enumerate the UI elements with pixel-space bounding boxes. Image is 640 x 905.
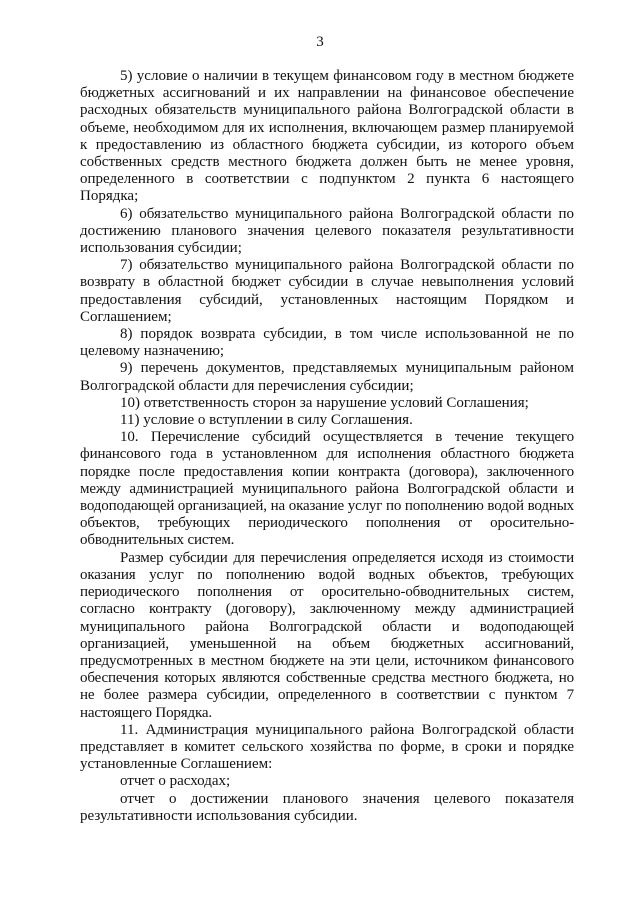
- paragraph-condition-6: 6) обязательство муниципального района Волгоградской области по достижению планового значения целевого показателя результативности использования субсидии;: [80, 205, 574, 257]
- document-body: [80, 68, 574, 825]
- page-number: 3: [316, 34, 324, 50]
- paragraph-section-11: 11. Администрация муниципального района Волгоградской области представляет в комитет сельского хозяйства по форме, в сроки и порядке установленные Соглашением:: [80, 721, 574, 773]
- paragraph-condition-9: 9) перечень документов, представляемых муниципальным районом Волгоградской области для перечисления субсидии;: [80, 360, 574, 394]
- paragraph-subsidy-size: Размер субсидии для перечисления определяется исходя из стоимости оказания услуг по пополнению водой водных объектов, требующих периодического пополнения от оросительно-обводнительных систем, согласно контракту (договору), заключенному между администрацией муниципального района Волгоградской области и водоподающей организацией, уменьшенной на объем бюджетных ассигнований, предусмотренных в местном бюджете на эти цели, источником финансового обеспечения которых являются собственные средства местного бюджета, но не более размера субсидии, определенного в соответствии с пунктом 7 настоящего Порядка.: [80, 549, 574, 721]
- paragraph-condition-10: 10) ответственность сторон за нарушение условий Соглашения;: [120, 394, 529, 411]
- paragraph-expense-report: отчет о расходах;: [120, 773, 231, 790]
- paragraph-section-10: 10. Перечисление субсидий осуществляется в течение текущего финансового года в установленном для исполнения областного бюджета порядке после предоставления копии контракта (договора), заключенного между администрацией муниципального района Волгоградской области и водоподающей организацией, на оказание услуг по пополнению водой водных объектов, требующих периодического пополнения от оросительно-обводнительных систем.: [80, 429, 574, 549]
- paragraph-condition-8: 8) порядок возврата субсидии, в том числе использованной не по целевому назначению;: [80, 326, 574, 360]
- paragraph-condition-5: 5) условие о наличии в текущем финансовом году в местном бюджете бюджетных ассигнований и их направлении на финансовое обеспечение расходных обязательств муниципального района Волгоградской области в объеме, необходимом для их исполнения, включающем размер планируемой к предоставлению из областного бюджета субсидии, из которого объем собственных средств местного бюджета должен быть не менее уровня, определенного в соответствии с подпунктом 2 пункта 6 настоящего Порядка;: [80, 68, 574, 205]
- paragraph-performance-report: отчет о достижении планового значения целевого показателя результативности использования субсидии.: [80, 790, 574, 824]
- paragraph-condition-7: 7) обязательство муниципального района Волгоградской области по возврату в областной бюджет субсидии в случае невыполнения условий предоставления субсидий, установленных настоящим Порядком и Соглашением;: [80, 257, 574, 325]
- paragraph-condition-11: 11) условие о вступлении в силу Соглашения.: [120, 412, 413, 429]
